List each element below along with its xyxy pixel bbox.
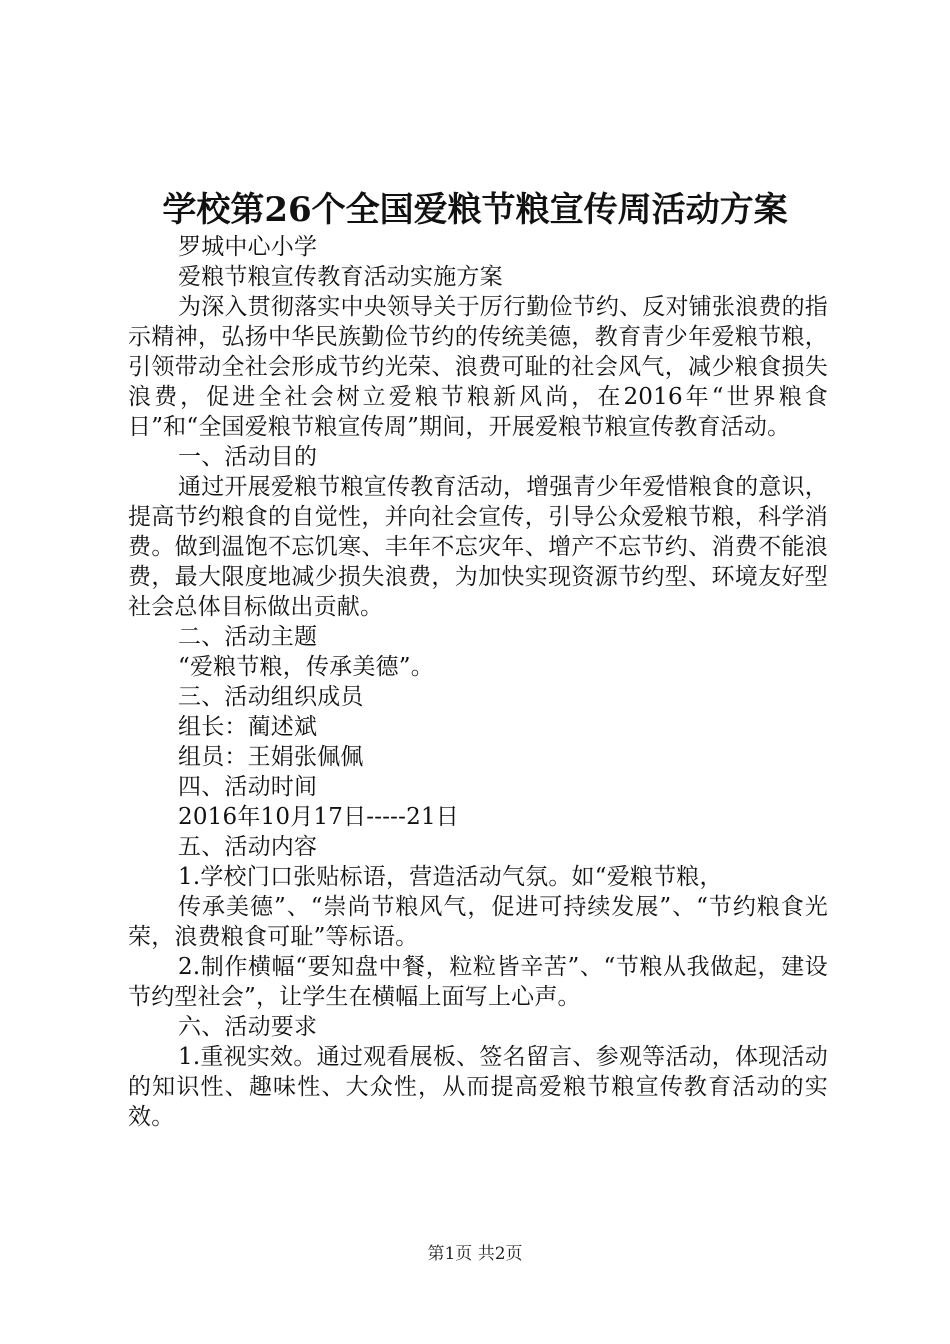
content-item-1-continued: 传承美德”、“崇尚节粮风气，促进可持续发展”、“节约粮食光荣，浪费粮食可耻”等标语。 <box>128 894 828 950</box>
content-item-2: 2.制作横幅“要知盘中餐，粒粒皆辛苦”、“节粮从我做起，建设节约型社会”，让学生在横幅上面写上心声。 <box>128 954 828 1010</box>
theme-paragraph: “爱粮节粮，传承美德”。 <box>178 654 434 680</box>
school-name: 罗城中心小学 <box>178 234 318 260</box>
intro-paragraph: 为深入贯彻落实中央领导关于厉行勤俭节约、反对铺张浪费的指示精神，弘扬中华民族勤俭节约的传统美德，教育青少年爱粮节粮，引领带动全社会形成节约光荣、浪费可耻的社会风气，减少粮食损失浪费，促进全社会树立爱粮节粮新风尚，在2016年“世界粮食日”和“全国爱粮节粮宣传周”期间，开展爱粮节粮宣传教育活动。 <box>128 294 828 440</box>
requirement-item-1: 1.重视实效。通过观看展板、签名留言、参观等活动，体现活动的知识性、趣味性、大众性，从而提高爱粮节粮宣传教育活动的实效。 <box>128 1044 828 1130</box>
section-heading-content: 五、活动内容 <box>178 834 318 860</box>
document-body <box>128 232 828 1132</box>
purpose-paragraph: 通过开展爱粮节粮宣传教育活动，增强青少年爱惜粮食的意识，提高节约粮食的自觉性，并向社会宣传，引导公众爱粮节粮，科学消费。做到温饱不忘饥寒、丰年不忘灾年、增产不忘节约、消费不能浪费，最大限度地减少损失浪费，为加快实现资源节约型、环境友好型社会总体目标做出贡献。 <box>128 474 828 620</box>
section-heading-members: 三、活动组织成员 <box>178 684 364 710</box>
document-title: 学校第26个全国爱粮节粮宣传周活动方案 <box>162 190 788 230</box>
section-heading-requirements: 六、活动要求 <box>178 1014 318 1040</box>
plan-subtitle: 爱粮节粮宣传教育活动实施方案 <box>178 264 503 290</box>
section-heading-time: 四、活动时间 <box>178 774 318 800</box>
content-item-1-start: 1.学校门口张贴标语，营造活动气氛。如“爱粮节粮， <box>178 864 723 890</box>
members-line: 组员：王娟张佩佩 <box>178 744 364 770</box>
page-footer: 第1页 共2页 <box>427 1244 523 1264</box>
time-line: 2016年10月17日-----21日 <box>178 804 459 830</box>
section-heading-theme: 二、活动主题 <box>178 624 318 650</box>
leader-line: 组长：蔺述斌 <box>178 714 318 740</box>
section-heading-purpose: 一、活动目的 <box>178 444 318 470</box>
